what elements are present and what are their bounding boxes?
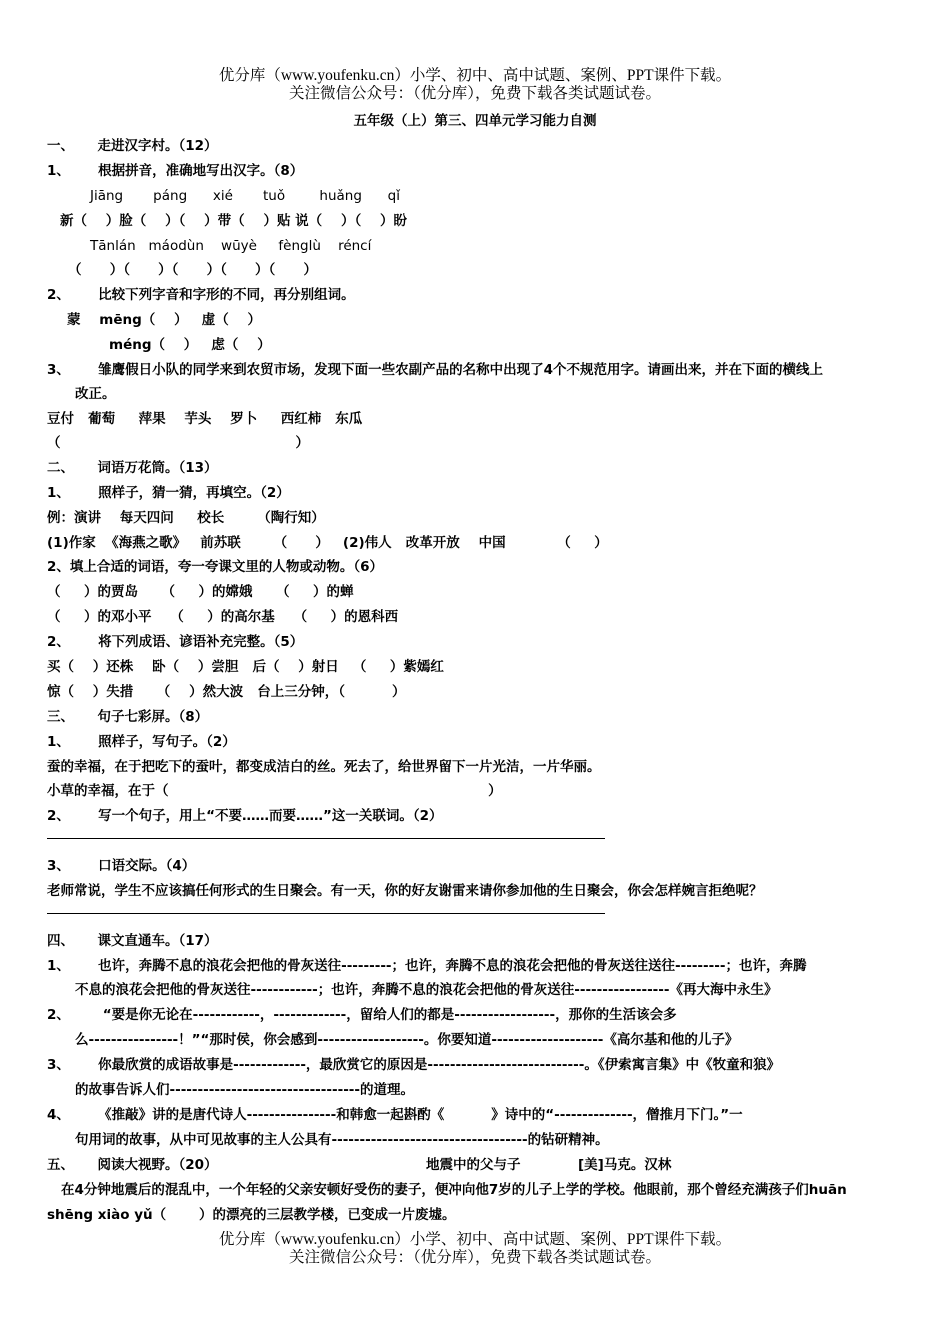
section-3-heading: 三、 句子七彩屏。（8） xyxy=(47,709,209,725)
reading-paragraph-2: shēng xiào yǔ（ ）的漂亮的三层教学楼，已变成一片废墟。 xyxy=(47,1207,456,1223)
header-line-2: 关注微信公众号：（优分库），免费下载各类试题试卷。 xyxy=(288,85,661,102)
answer-line-3-3 xyxy=(47,913,605,914)
pinyin-row-1: Jiāng páng xié tuǒ huǎng qǐ xyxy=(90,188,400,204)
question-2-2: 2、填上合适的词语，夸一夸课文里的人物或动物。（6） xyxy=(47,559,384,575)
char-blank-row-2: （ ）（ ）（ ）（ ）（ ） xyxy=(68,262,317,278)
question-1-2: 2、 比较下列字音和字形的不同，再分别组词。 xyxy=(47,287,355,303)
compare-row-1: 蒙 mēng（ ） 虚（ ） xyxy=(67,312,261,328)
produce-list: 豆付 葡萄 萍果 芋头 罗卜 西红柿 东瓜 xyxy=(47,411,363,427)
footer-line-1: 优分库（www.youfenku.cn）小学、初中、高中试题、案例、PPT课件下载。 xyxy=(218,1231,732,1248)
reading-paragraph-1: 在4分钟地震后的混乱中，一个年轻的父亲安顿好受伤的妻子，便冲向他7岁的儿子上学的学校。他眼前，那个曾经充满孩子们huān xyxy=(61,1182,847,1198)
section-4-heading: 四、 课文直通车。（17） xyxy=(47,933,218,949)
question-2-1: 1、 照样子，猜一猜，再填空。（2） xyxy=(47,485,290,501)
section-5-heading: 五、 阅读大视野。（20） xyxy=(47,1157,218,1173)
question-4-4-cont: 句用词的故事，从中可见故事的主人公具有-----------------------------------的钻研精神。 xyxy=(75,1132,609,1148)
section-1-heading: 一、 走进汉字村。（12） xyxy=(47,138,218,154)
section-2-heading: 二、 词语万花筒。（13） xyxy=(47,460,218,476)
question-1-3-cont: 改正。 xyxy=(75,386,116,402)
characters-row-1: （ ）的贾岛 （ ）的嫦娥 （ ）的蝉 xyxy=(47,584,354,600)
question-4-1: 1、 也许，奔腾不息的浪花会把他的骨灰送往---------；也许，奔腾不息的浪花会把他的骨灰送往送往---------；也许，奔腾 xyxy=(47,958,807,974)
oral-scenario: 老师常说，学生不应该搞任何形式的生日聚会。有一天，你的好友谢雷来请你参加他的生日聚会，你会怎样婉言拒绝呢？ xyxy=(47,883,763,899)
question-4-2-cont: 么----------------！”“那时侯，你会感到-------------------。你要知道--------------------《高尔基和他的儿子》 xyxy=(75,1032,739,1048)
idioms-row-1: 买（ ）还株 卧（ ）尝胆 后（ ）射日 （ ）紫嫣红 xyxy=(47,659,444,675)
question-4-3-cont: 的故事告诉人们----------------------------------的道理。 xyxy=(75,1082,415,1098)
page-title: 五年级（上）第三、四单元学习能力自测 xyxy=(353,113,597,129)
question-1-1: 1、 根据拼音，准确地写出汉字。（8） xyxy=(47,163,304,179)
footer-line-2: 关注微信公众号：（优分库），免费下载各类试题试卷。 xyxy=(288,1249,661,1266)
idioms-row-2: 惊（ ）失措 （ ）然大波 台上三分钟，（ ） xyxy=(47,684,406,700)
question-4-2: 2、 “要是你无论在------------，-------------，留给人们的都是------------------，那你的生活该会多 xyxy=(47,1007,677,1023)
compare-row-2: méng（ ） 虑（ ） xyxy=(109,337,271,353)
guess-items: (1)作家 《海燕之歌》 前苏联 （ ） (2)伟人 改革开放 中国 （ ） xyxy=(47,535,608,551)
char-blank-row-1: 新（ ）脸（ ）（ ）带（ ）贴 说（ ）（ ）盼 xyxy=(60,213,407,229)
pinyin-row-2: Tānlán máodùn wūyè fènglù réncí xyxy=(90,238,372,254)
header-line-1: 优分库（www.youfenku.cn）小学、初中、高中试题、案例、PPT课件下载。 xyxy=(218,67,732,84)
question-4-3: 3、 你最欣赏的成语故事是-------------，最欣赏它的原因是----------------------------。《伊索寓言集》中《牧童和狼》 xyxy=(47,1057,781,1073)
produce-answer-blank: （ ） xyxy=(47,435,309,451)
question-3-1: 1、 照样子，写句子。（2） xyxy=(47,734,236,750)
example-sentence: 蚕的幸福，在于把吃下的蚕叶，都变成洁白的丝。死去了，给世界留下一片光洁，一片华丽。 xyxy=(47,759,601,775)
characters-row-2: （ ）的邓小平 （ ）的高尔基 （ ）的恩科西 xyxy=(47,609,399,625)
example-line: 例：演讲 每天四问 校长 （陶行知） xyxy=(47,510,325,526)
question-4-1-cont: 不息的浪花会把他的骨灰送往------------；也许，奔腾不息的浪花会把他的骨灰送往-----------------《再大海中永生》 xyxy=(75,982,778,998)
question-1-3: 3、 雏鹰假日小队的同学来到农贸市场，发现下面一些农副产品的名称中出现了4个不规范用字。请画出来，并在下面的横线上 xyxy=(47,362,823,378)
question-2-3: 2、 将下列成语、谚语补充完整。（5） xyxy=(47,634,304,650)
reading-author: [美]马克。汉林 xyxy=(578,1157,672,1173)
imitation-blank: 小草的幸福，在于（ ） xyxy=(47,783,502,799)
question-4-4: 4、 《推敲》讲的是唐代诗人----------------和韩愈一起斟酌《 》诗中的“--------------，僧推月下门。”一 xyxy=(47,1107,743,1123)
question-3-2: 2、 写一个句子，用上“不要……而要……”这一关联词。（2） xyxy=(47,808,443,824)
reading-title: 地震中的父与子 xyxy=(426,1157,521,1173)
question-3-3: 3、 口语交际。（4） xyxy=(47,858,196,874)
answer-line-3-2 xyxy=(47,838,605,839)
